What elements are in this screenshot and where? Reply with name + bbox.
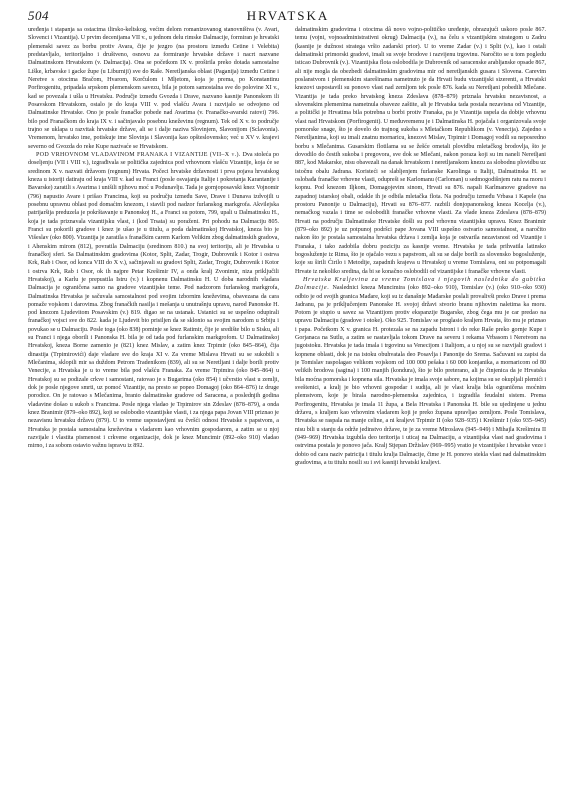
right-column: [295, 26, 546, 794]
running-head: HRVATSKA: [246, 8, 330, 23]
page-number: 504: [28, 8, 49, 23]
paragraph-text: Dva stoleća po doseljenju (VII i VIII v.), izgrađivala se politička zajednica pod vrhovnom vlašću Vizantije, koja će se sredinom X v. nazvati državom (regnum) Hrvata. Počeci hrvatske državnosti i prva pojava hrvatskog kneza u istoriji datiraju od kraja VIII v. kad su Franci (posle osvajanja Italije i pokretanja Karantanije i Bavarske) zaratili s Avarima i unišili njihovu moć u Podunavlju. Tada je gornjoposavski knez Vojnomir (796) napustio Avare i prišao Francima, koji su području između Save, Drave i Dunava izdvojili u posebnu upravnu oblast pod domaćim knezom, i stavili pod nadzor furlanskog markgrofa. Akvilejska patrijaršija preduzela je pokrštavanje u Panonskoj H., a Franci su potom, 799, upali u Dalmatinsku H., koja je tada priznavala vizantijsku vlast, i (kod Trsata) su poraženi. Pri pohodu na Dalmaciju 805. Franci su pokorili gradove i knez je ušao je u titulu, a poda dalmatinskoj Hrvatskoj, kneza bio je Višeslav (oko 800). Vizantija je zaratila s franačkim carem Karlom Velikim zbog dalmatinskih gradova, i Ahenskim mirom (812), povratila Dalmaciju (sredinom 810.) na svoj teritoriju, ali je Hrvatska u franačkoj sferi. Sa Dalmatinskim gradovima (Kotor, Split, Zadar, Trogir, Dubrovnik i Kotor i ostrva Krk, Rab i Osor, od konca VIII do X v.), sačinjavali su gradovi Split, Zadar, Trogir, Dubrovnik i Kotor i ostrva Krk, Rab i Osor, ok ih najpre Petar Krešimir IV, a onda kralj Zvonimir, niza priključili Hrvatskoj), a Karlu je prepustila Istru (v.) i kopnenu Dalmatinsku H. U doba narodnih vladara Dalmacija je ograničena samo na gradove vizantijske teme. Pod nadzorom furlanskog markgrofa, Dalmatinska Hrvatska je sačuvala samostalnost pod svojim izbornim kneževima, obavezana da cara pomaže vojskom i darovima. Zbog franačkih nasilja i mešanja u unutrašnju upravu, narod Panonske H. pod knezom Ljudevitom Posavskim (v.) 819. digao se na ustanak. Ustanici su se uspešno odupirali franačkoj vojsci sve do 822. kada je Ljudevit bio prisiljen da se sklonio sa svojim narodom u Srbiju i povukao se u Dalmaciju. Posle toga (oko 838) pominje se knez Ratimir, čije je središte bilo u Sisku, ali su Franci i njega oborili i Panonska H. bila je od tada pod furlanskim markgrofom. U Dalmatinskoj Hrvatskoj, kneza Borne zamenio je (821) knez Mislav, a zatim knez Trpimir (oko 845–864), čija dinastija (Trpimirovići) daje vladare sve do kraja XI v. Za vreme Mislava Hrvati su se sukobili s Mlečanima, sklopili mir sa duždom Petrom Tradenikom (839), ali su se Neretljani i dalje borili protiv Venecije, a Hrvatska je u to vreme bila pod vlašću Franaka. Za vreme Trpimira (oko 845–864) u Hrvatskoj su se podizale crkve i samostani, ratovao je s Bugarima (oko 854) i učvrstio vlast u zemlji, dok je posle njegove smrti, uz pomoć Vizantije, na presto se popeo Domagoj (oko 864–876) iz druge porodice. On je ratovao s Mlečanima, branio dalmatinske gradove od Saracena, a poslednjih godina vladavine došao u sukob s Francima. Posle njega vladao je Trpimirov sin Zdeslav (878–879), a onda knez Branimir (879–oko 892), koji se oslobodio vizantijske vlasti, i za njega papa Jovan VIII priznao je nezavisnu hrvatsku državu (879). U to vreme uspostavljeni su čvršći odnosi Hrvatske s papstvom, a Hrvatska je postala samostalna kneževina s vladarem kao vrhovnim gospodarom, a zatim se u njoj razvijale i vlastita pismenost i crkvene organizacije, dok je knez Muncimir (892–oko 910) vladao mirno, i za sobom ostavio važnu ispravu iz 892.: [28, 151, 279, 450]
paragraph: [28, 151, 279, 451]
section-heading: Hrvatska Kraljevina za vreme Tomislava i njegovih naslednika do gubitka Dalmacije.: [295, 276, 546, 292]
paragraph: [295, 276, 546, 468]
paragraph: uređenja i stapanja sa ostacima ilirsko-keltskog, većim delom romanizovanog stanovništva (v. Avari, Slovenci i Vizantija). U prvim decenijama VII v., u jednom delu rimske Dalmacije, formiran je hrvatski plemenski savez za borbu protiv Avara, čije je jezgro (na prostoru između Cetine i Velebita) predstavljalo, teritorijalno i društveno, osnovu za formiranje hrvatske države i nacrt nazvane Dalmatinskom Hrvatskom (v. Dalmacija). Ona se početkom IX v. proširila preko dotada samostalne Liške, krbavske i gacke župe (u Liburniji) sve do Raše. Neretljanska oblast (Paganija) između Cetine i Neretve s otocima Bračom, Hvarom, Korčulom i Mljetom, koja je prema, po Konstantinu Porfirogenitu, pripadala srpskom plemenskom savezu, bila je potom samostalna sve do polovine XI v., kad se povezala i ušla u Hrvatsku. Područje između Gvozda i Drave, nazvano kasnije Panonskom ili Posavskom Hrvatskom, ostalo je do kraja VIII v. pod vlašću Avara i razvijalo se odvojeno od Dalmatinske Hrvatske. Ono je posle franačke pobede nad Avarima (v. Franačko-avarski ratovi) 796. bilo pod Franačkom do kraja IX v. i sačinjavalo posebnu kneževinu (regnum). Tek od X v. to područje trajno se uklapa u razvitak hrvatske države, ali se i dalje naziva Slovinjem, Slavonijom (Sclavonia). Vremenom, hrvatsko ime, potiskuje ime Slovinja i Slavonija kao opšteslovensko; već u XV v. krajevi severno od Gvozda do reke Kupe nazivaće se Hrvatskom.: [28, 27, 279, 150]
paragraph-text: Naslednici kneza Muncimira (oko 892–oko 910), Tomislav (v.) (oko 910–oko 930) odbio je od svojih granica Mađare, koji su iz današnje Mađarske poslali provalivši preko Drave i prema Jadranu, pa je priključenjem Panonske H. svojoj državi stvorio branu njihovim naletima ka moru. Potom je stupio u savez sa Vizantijom protiv ekspanzije Bugarske, zbog čega mu je car predao na upravu Dalmaciju (gradove i otoke). Oko 925. Tomislav se proglasio kraljem Hrvata, što mu je priznao i papa. Početkom X v. granica H. protezala se na zapadu Istroni i do reke Raše preko gornje Kupe i Gorjanaca na Sutlu, a zatim se nastavljala tokom Drave na severu i rekama Vrbasom i Neretvom na jugoistoku. Hrvatska je tada imala i trgovinu sa Venecijom i Italijom, a u njoj su se razvijali gradovi i kopnene oblasti, dok je na istoku obuhvatala deo Posavlja i Panonije do Srema. Sačuvani su zapisi da je Tomislav raspolagao velikom vojskom od 100 000 pešaka i 60 000 konjanika, a mornaricom od 80 velikih brodova (sagina) i 100 manjih (kondura), što je bilo preterano, ali je činjenica da je Hrvatska bila moćna pomorska i kopnena sila. Hrvatska je imala svoje sabore, na kojima su se okupljali plemići i sveštenici, a kralj je bio vrhovni gospodar i sudija, ali je vlast kralja bila ograničena moćnim plemstvom, koje je birala narodno-plemenska zajednica, i izgradila feudalni sistem. Prema Porfirogenitu, Hrvatska je imala 11 župa, a Bela Hrvatska i Panonska H. bile su ujedinjene u jednu državu, s kraljem kao vrhovnim vladarem koji je preko župana upravljao zemljom. Posle Tomislava, Hrvatska se raspala na manje celine, a ni kraljevi Trpimir II (oko 928–935) i Krešimir I (oko 935–945) nisu bili u stanju da održe jedinstvo države, te je za vreme Miroslava (945–949) i Mihajla Krešimira II (949–969) Hrvatska izgubila deo teritorija i uticaj na Dalmaciju, a vizantijska vlast nad gradovima i ostrvima postala je ponovo jača. Kralj Stjepan Držislav (969–995) vratio je vizantijske i hrvatske veze i dobio od cara naziv patricija i titulu kralja Dalmacije, čime je H. ponovo stekla vlast nad dalmatinskim gradovima, a tu titulu nosili su i svi kasniji hrvatski kraljevi.: [295, 285, 546, 467]
left-column: [28, 26, 279, 794]
paragraph: dalmatinskim gradovima i otocima dâ novo vojno-političko uređenje, obrazujući uskoro posle 867. temu (vojni, vojnoadministrativni okrug) Dalmacija (v.), na čelu s vizantijskim strategom u Zadru (kasnije je dužnost stratega vršio zadarski prior). U to vreme Zadar (v.) i Split (v.), kao i ostali dalmatinski primorski gradovi, imali su svoje brodove i razvijenu trgovinu. Naročito se u tom pogledu isticao Dubrovnik (v.). Vizantijska flota oslobodila je Dubrovnik od saracenske arabljanske opsade 867, ali nije mogla da obezbedi dalmatinskim gradovima mir od neretljanskih gusara i Slovena. Carevim poslanstvom i plemenskim starešinama nametnuto je da Hrvati budu vizantijski sizerenti, a Hrvatski knezovi uspostavili su ponovo vlast nad zemljom tek posle 876. kada su Neretljani pobedili Mlečane. Vizantija je tada preko hrvatskog kneza Zdeslava (878–879) priznala hrvatsku nezavisnost, a slovenskim plemenima nametnula obaveze zaštite, ali je Hrvatska tada postala nezavisna od Vizantije, a politički je Hrvatima bila potrebna u borbi protiv Franaka, pa je Vizantija uspela da dobije vrhovnu vlast nad Hrvatskom (Porfirogenit). U međuvremenu je i Dalmatinska H. pojačala i organizovala svoje pomorske snage, što je dovelo do trajnog sukoba s Mletačkom Republikom (v. Venecija). Zajedno s Neretljanima, koji su imali znatnu mornaricu, knezovi Mislav, Trpimir i Domagoj vodili su neposredno borbu s Mlečanima. Gusarskim flotilama su se žešće ometali plovidbu mletačkog brodovlja, što je dovodilo do čestih sukoba i pregovora, sve dok se Mlečani, nakon poraza koji su im naneli Neretljani 887, kod Makarske, nisu obavezali na danak hrvatskom i neretljanskom knezu za slobodnu plovidbu uz istočnu obalu Jadrana. Koristeći se slabljenjem furlanske Karolinga u Italiji, Dalmatinska H. se oslobađa franačke vrhovne vlasti, odupreši se Karlomanu (Carloman) u sedmogodišnjem ratu na moru i kopnu. Pod knezom Iljkom, Domagojevim sinom, Hrvati su 876. napali Karlmanove gradove na zapadnoj istarskoj obali, odakle ih je odbila mletačka flota. Na području između Vrbasa i Kapele (na prostoru Panonije u Dalmaciju), Hrvati su 876–877. razbili donjopanonskog kneza Kocelja (v.), nemačkog vazala i time se oslobodili franačke vrhovne vlasti. Za vlade kneza Zdeslava (878–879) Hrvati na području Dalmatinske Hrvatske došli su pod vrhovnu vizantijsku upravu. Knez Branimir (879–oko 892) je uz potpunoj podršci pape Jovana VIII uspešno ostvario samostalnost, a naročito nakon što je postala samostalna hrvatska država i zemlja koja je ostvarila nezavisnost od Vizantije i Franaka, i tako zadobila dobru poziciju za kasnije vreme. Hrvatska je tada prihvatila latinsko bogosluženje iz Rima, što je ojačalo vezu s papstvom, ali su se dalje borili za slovensko bogosluženje, koje su širili Ćirilo i Metodije, zapadnih krajeva u Hrvatskoj u vreme Tomislava, oni su potpomagali Hrvate iz nekoliko sredina, da bi se konačno oslobodili od vizantijske i franačke vrhovne vlasti.: [295, 27, 546, 275]
section-heading: POD VRHOVNOM VLADAVINOM FRANAKA I VIZANTIJE (VII–X v.).: [36, 151, 241, 158]
page-header: [28, 8, 548, 26]
